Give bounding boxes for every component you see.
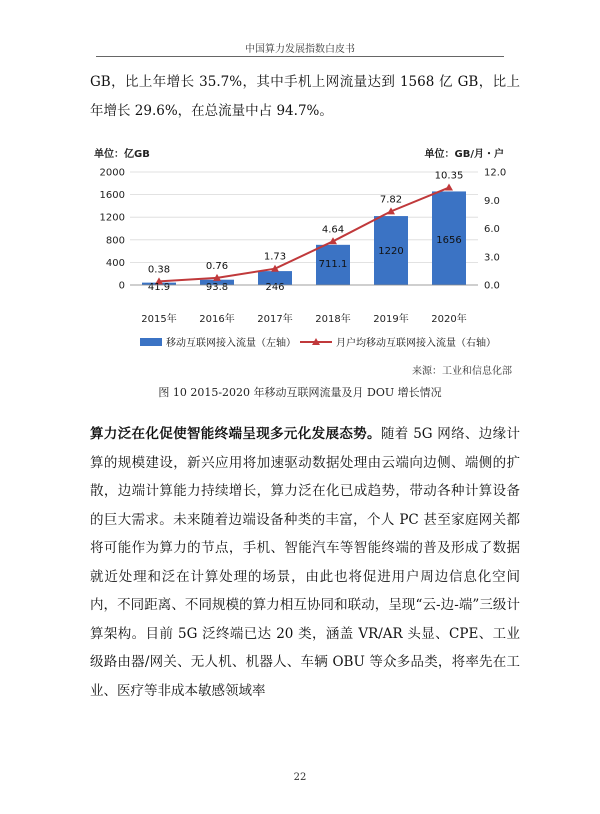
chart-source: 来源：工业和信息化部 bbox=[412, 366, 512, 377]
bar-series bbox=[142, 191, 466, 285]
legend-bar-label: 移动互联网接入流量（左轴） bbox=[166, 338, 296, 349]
paragraph-2 bbox=[90, 420, 520, 705]
paragraph-1: GB，比上年增长 35.7%，其中手机上网流量达到 1568 亿 GB，比上年增长 29.6%，在总流量中占 94.7%。 bbox=[90, 74, 520, 119]
bar-value-label: 1220 bbox=[378, 245, 404, 257]
bar-value-label: 711.1 bbox=[318, 258, 348, 270]
legend-bar-swatch bbox=[140, 338, 162, 346]
left-unit-label: 单位：亿GB bbox=[94, 149, 150, 160]
line-point bbox=[445, 184, 453, 191]
bar-value-label: 246 bbox=[265, 282, 285, 293]
line-value-label: 4.64 bbox=[321, 224, 345, 236]
chart-svg bbox=[86, 145, 516, 360]
left-tick-label: 2000 bbox=[99, 167, 125, 179]
x-tick-label: 2020年 bbox=[431, 314, 467, 325]
x-tick-label: 2018年 bbox=[315, 314, 351, 325]
bar-value-label: 93.8 bbox=[205, 282, 229, 293]
right-tick-label: 6.0 bbox=[484, 224, 500, 235]
bar-value-label: 1656 bbox=[436, 234, 462, 246]
right-unit-label: 单位：GB/月・户 bbox=[424, 149, 504, 160]
x-tick-label: 2016年 bbox=[199, 314, 235, 325]
line-value-label: 1.73 bbox=[263, 251, 287, 263]
paragraph-2-body: 随着 5G 网络、边缘计算的规模建设，新兴应用将加速驱动数据处理由云端向边侧、端侧的扩散，边端计算能力持续增长，算力泛在化已成趋势，带动各种计算设备的巨大需求。未来随着边端设备种类的丰富，个人 PC 甚至家庭网关都将可能作为算力的节点，手机、智能汽车等智能终端的普及形成了数据就近处理和泛在计算处理的场景，由此也将促进用户周边信息化空间内，不同距离、不同规模的算力相互协同和联动，呈现“云-边-端”三级计算架构。目前 5G 泛终端已达 20 类，涵盖 VR/AR 头显、CPE、工业级路由器/网关、无人机、机器人、车辆 OBU 等众多品类，将率先在工业、医疗等非成本敏感领域率 bbox=[90, 426, 520, 699]
paragraph-2-lead: 算力泛在化促使智能终端呈现多元化发展态势。 bbox=[90, 426, 381, 442]
line-value-label: 0.38 bbox=[147, 264, 171, 276]
right-tick-label: 12.0 bbox=[484, 167, 507, 179]
page-header: 中国算力发展指数白皮书 bbox=[245, 44, 355, 55]
x-tick-label: 2019年 bbox=[373, 314, 409, 325]
legend-line-label: 月户均移动互联网接入流量（右轴） bbox=[336, 338, 496, 349]
legend bbox=[140, 336, 496, 349]
header-rule bbox=[96, 56, 504, 57]
left-tick-label: 800 bbox=[105, 235, 125, 247]
x-tick-label: 2015年 bbox=[141, 314, 177, 325]
line-value-label: 7.82 bbox=[379, 194, 403, 206]
line-value-label: 0.76 bbox=[205, 260, 229, 272]
x-tick-label: 2017年 bbox=[257, 314, 293, 325]
line-series bbox=[155, 184, 453, 285]
page-number: 22 bbox=[293, 772, 307, 783]
left-tick-label: 1200 bbox=[99, 212, 125, 224]
right-tick-label: 0.0 bbox=[484, 280, 500, 292]
line-value-label: 10.35 bbox=[434, 170, 464, 182]
left-tick-label: 0 bbox=[118, 280, 125, 292]
left-tick-label: 1600 bbox=[99, 190, 125, 202]
right-tick-label: 3.0 bbox=[484, 252, 500, 264]
chart bbox=[86, 145, 516, 377]
grid bbox=[130, 172, 478, 285]
right-tick-label: 9.0 bbox=[484, 195, 500, 207]
data-labels bbox=[148, 171, 463, 293]
left-tick-label: 400 bbox=[105, 257, 125, 269]
figure-caption: 图 10 2015-2020 年移动互联网流量及月 DOU 增长情况 bbox=[158, 386, 442, 399]
bar-value-label: 41.9 bbox=[147, 282, 171, 293]
